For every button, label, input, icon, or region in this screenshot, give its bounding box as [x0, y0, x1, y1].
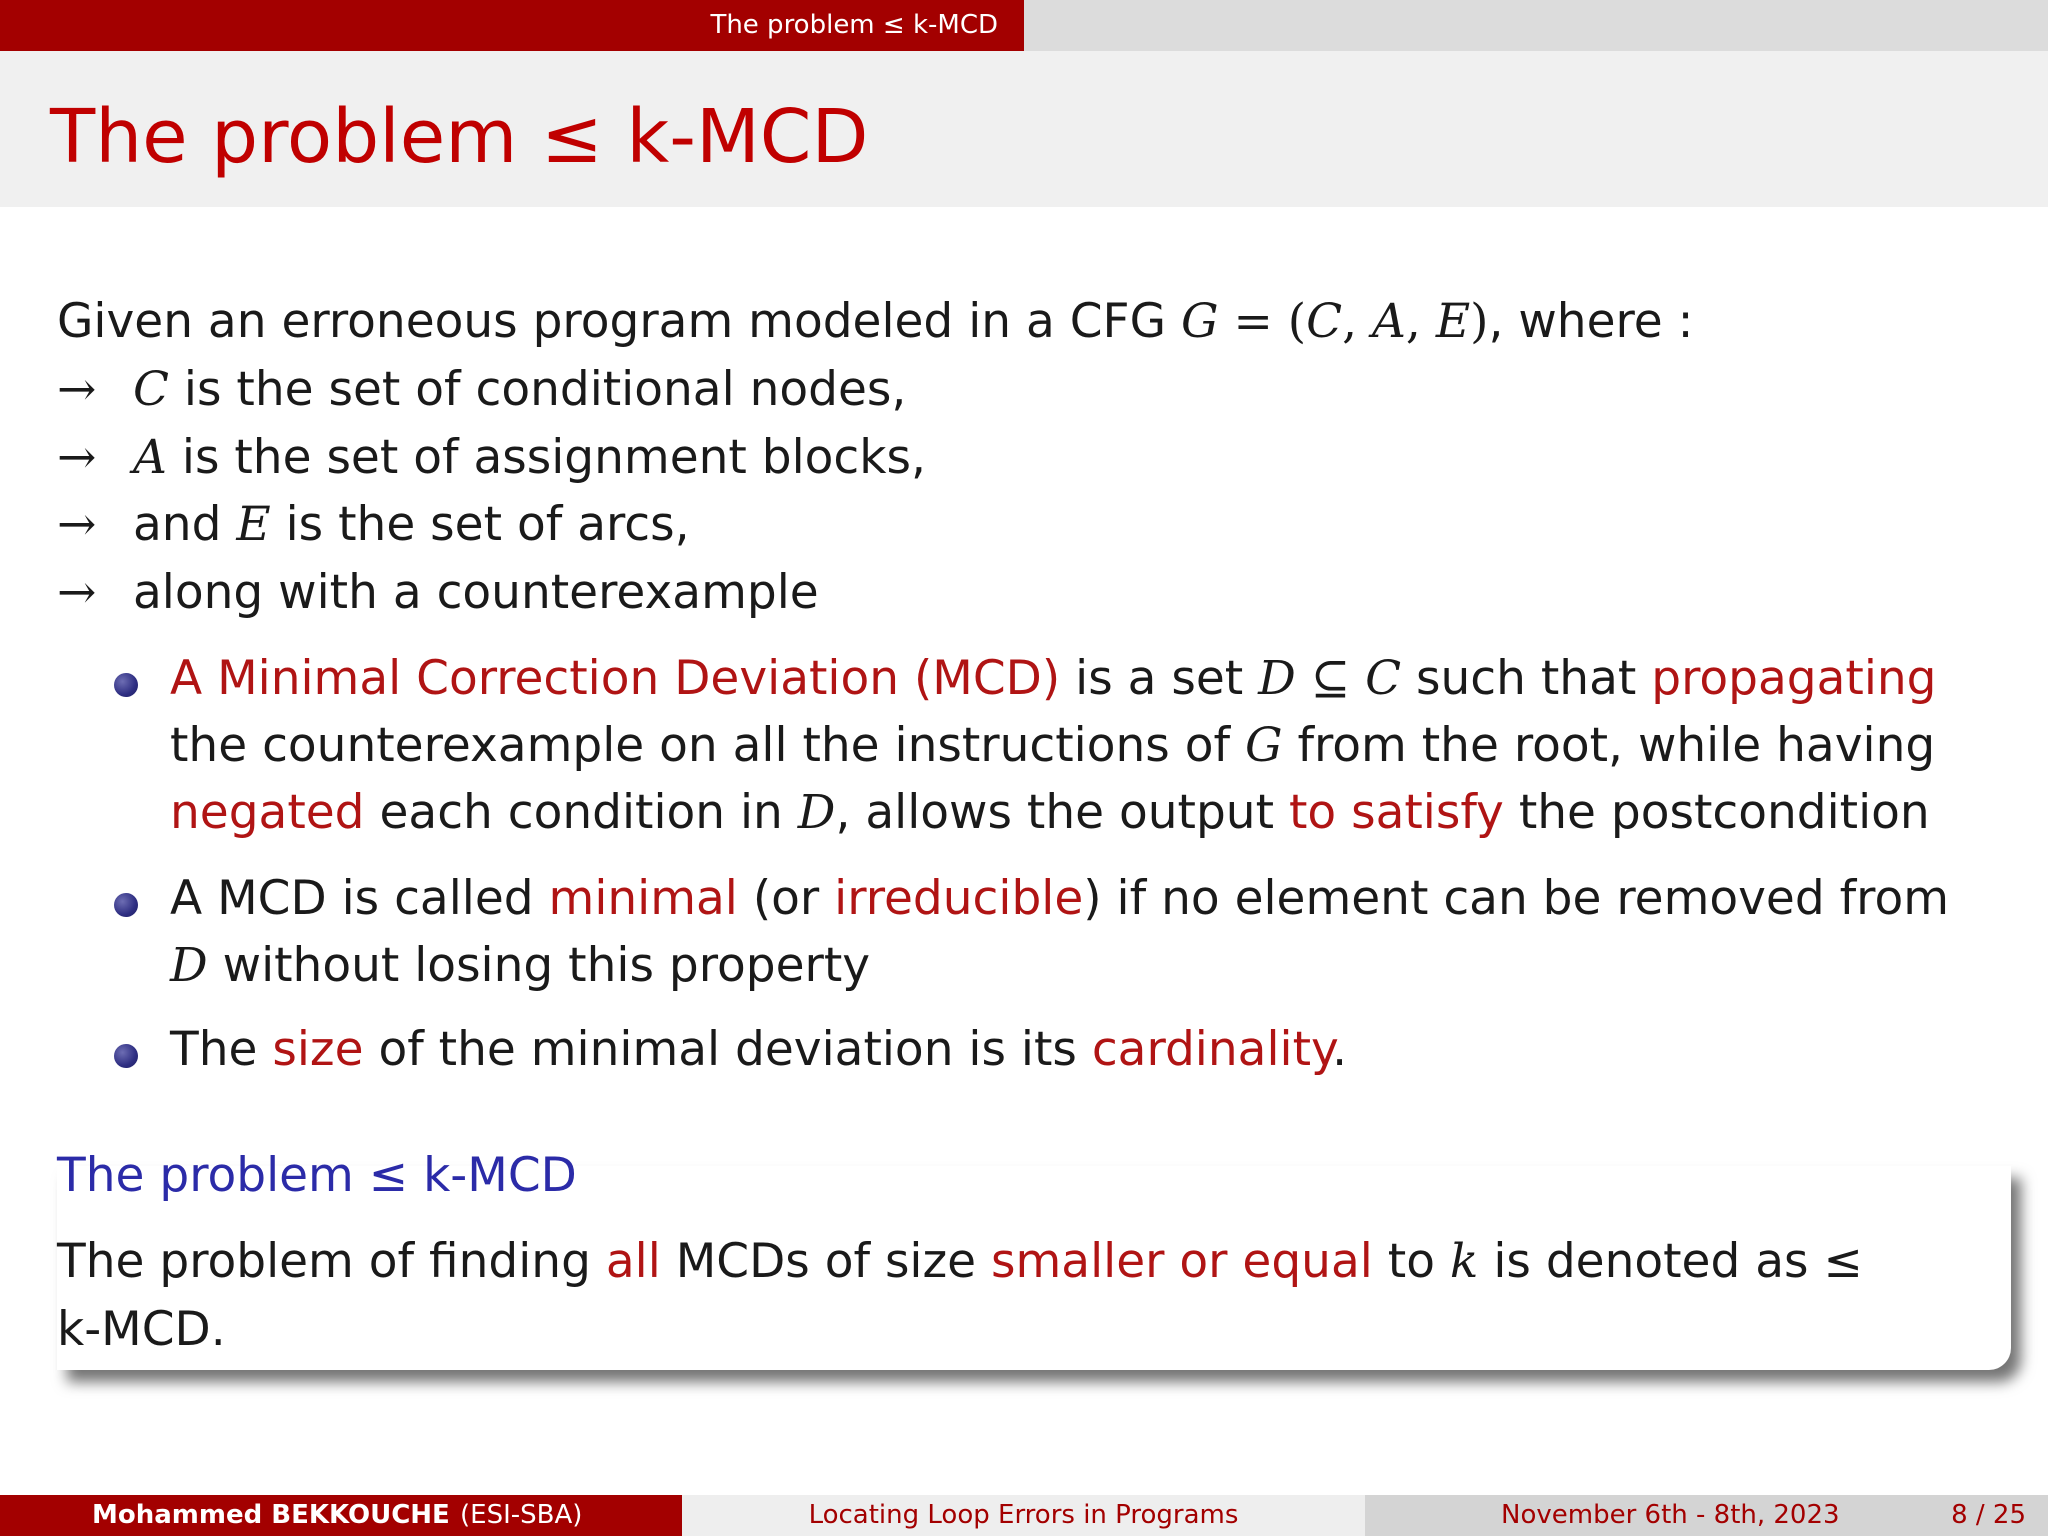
bullet-2-line-2 [170, 938, 870, 994]
block-text: MCDs of size [660, 1234, 992, 1289]
bullet-text: The [170, 1022, 273, 1077]
footer [0, 1495, 2048, 1536]
math-comma: , [1405, 294, 1436, 349]
math-G: G [1180, 294, 1219, 349]
math-subseteq: ⊆ [1295, 651, 1366, 706]
intro-text: , where : [1488, 294, 1694, 349]
page-title: The problem ≤ k-MCD [50, 94, 869, 180]
right-arrow-icon: → [57, 565, 97, 620]
footer-author-box [0, 1495, 682, 1536]
bullet-1-line-2 [170, 718, 1935, 774]
bullet-text: such that [1401, 651, 1652, 706]
math-C: C [1306, 294, 1343, 349]
highlight-term: cardinality [1091, 1022, 1333, 1077]
highlight-term: all [605, 1234, 661, 1289]
math-G: G [1244, 718, 1283, 773]
bullet-text: A MCD is called [170, 871, 549, 926]
intro-text: Given an erroneous program modeled in a CFG [57, 294, 1181, 349]
footer-title-box [682, 1495, 1365, 1536]
math-eq: = ( [1218, 294, 1307, 349]
math-A: A [133, 430, 167, 485]
math-D: D [170, 938, 208, 993]
highlight-term: A Minimal Correction Deviation (MCD) [170, 651, 1061, 706]
bullet-text: (or [737, 871, 835, 926]
math-D: D [797, 785, 836, 840]
bullet-2-line-1 [170, 871, 1949, 927]
block-text: The problem of finding [57, 1234, 606, 1289]
bullet-text: ) if no element can be removed from [1083, 871, 1950, 926]
highlight-term: propagating [1651, 651, 1937, 706]
bullet-icon [114, 1044, 138, 1068]
frame-title-box [0, 51, 2048, 207]
bullet-text: without losing this property [207, 938, 871, 993]
arrow-item-2 [57, 430, 926, 486]
math-C: C [133, 362, 169, 417]
block-line-2: k-MCD. [57, 1302, 226, 1357]
footer-author: Mohammed BEKKOUCHE [92, 1500, 450, 1530]
block-text: to [1372, 1234, 1450, 1289]
math-D: D [1258, 651, 1296, 706]
highlight-term: negated [170, 785, 365, 840]
right-arrow-icon: → [57, 497, 97, 552]
math-A: A [1371, 294, 1406, 349]
math-C: C [1365, 651, 1402, 706]
footer-talk-title: Locating Loop Errors in Programs [808, 1500, 1239, 1530]
bullet-text: is a set [1060, 651, 1259, 706]
bullet-icon [114, 893, 138, 917]
bullet-icon [114, 673, 138, 697]
highlight-term: smaller or equal [991, 1234, 1373, 1289]
bullet-text: from the root, while having [1282, 718, 1936, 773]
highlight-term: to satisfy [1288, 785, 1504, 840]
block-text: is denoted as ≤ [1478, 1234, 1863, 1289]
footer-date-box [1365, 1495, 2048, 1536]
highlight-term: irreducible [834, 871, 1084, 926]
block-title: The problem ≤ k-MCD [57, 1148, 577, 1203]
nav-section-link[interactable]: The problem ≤ k-MCD [0, 0, 1024, 51]
bullet-text: , allows the output [835, 785, 1289, 840]
footer-affiliation: (ESI-SBA) [460, 1500, 583, 1530]
block-line-1 [57, 1234, 1863, 1290]
math-k: k [1449, 1234, 1479, 1289]
bullet-text: each condition in [364, 785, 798, 840]
intro-line [57, 294, 1693, 350]
bullet-text: the postcondition [1503, 785, 1930, 840]
bullet-text: the counterexample on all the instructions of [170, 718, 1245, 773]
math-paren: ) [1470, 294, 1489, 349]
math-comma: , [1342, 294, 1372, 349]
bullet-text: . [1332, 1022, 1348, 1077]
top-navigation-bar [0, 0, 2048, 51]
highlight-term: minimal [548, 871, 738, 926]
bullet-3-line-1 [170, 1022, 1347, 1078]
highlight-term: size [272, 1022, 364, 1077]
footer-date: November 6th - 8th, 2023 [1501, 1500, 1840, 1530]
math-E: E [236, 497, 271, 552]
item-text: is the set of conditional nodes, [168, 362, 907, 417]
arrow-item-1 [57, 362, 906, 418]
arrow-item-4 [57, 565, 819, 621]
bullet-1-line-3 [170, 785, 1930, 841]
bullet-1-line-1 [170, 651, 1937, 707]
math-E: E [1435, 294, 1471, 349]
item-text: is the set of arcs, [270, 497, 690, 552]
right-arrow-icon: → [57, 430, 97, 485]
item-text: along with a counterexample [133, 565, 819, 620]
arrow-item-3 [57, 497, 690, 553]
item-text: is the set of assignment blocks, [166, 430, 926, 485]
bullet-text: of the minimal deviation is its [363, 1022, 1092, 1077]
footer-page-number: 8 / 25 [1951, 1500, 2026, 1530]
right-arrow-icon: → [57, 362, 97, 417]
item-text: and [133, 497, 237, 552]
